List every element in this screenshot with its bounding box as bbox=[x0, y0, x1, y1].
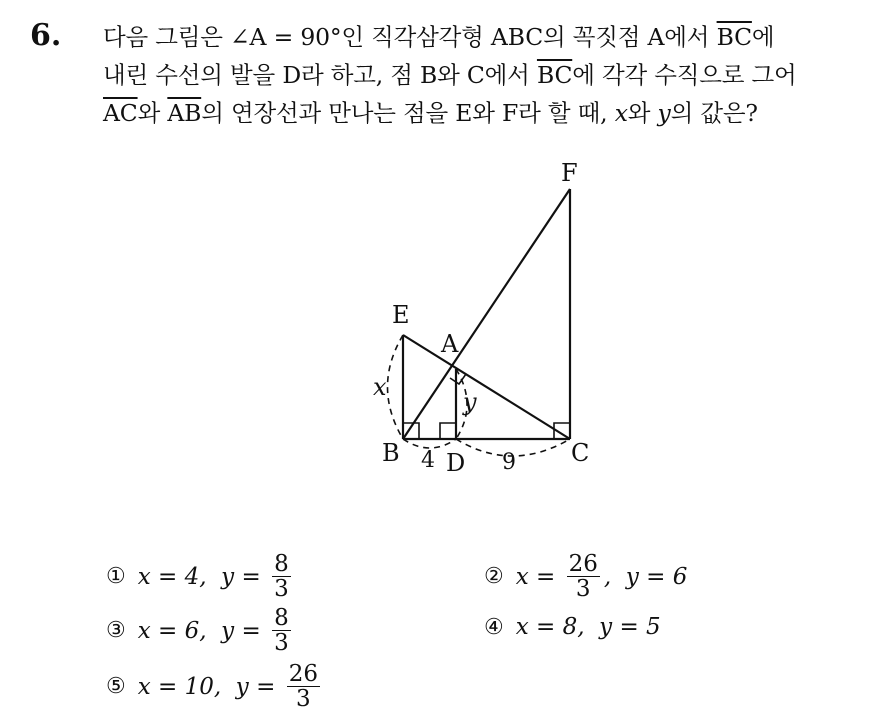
fraction-denominator: 3 bbox=[575, 576, 591, 603]
choice-number: ② bbox=[484, 564, 504, 590]
question-number: 6. bbox=[30, 18, 62, 53]
choice-3[interactable] bbox=[106, 606, 295, 655]
question-text-run: 와 bbox=[627, 99, 658, 127]
label-a: A bbox=[441, 330, 459, 358]
choice-number: ① bbox=[106, 564, 126, 590]
variable: y bbox=[657, 99, 671, 127]
choice-4[interactable] bbox=[484, 614, 661, 640]
choice-expression-tail: , y = 6 bbox=[603, 563, 688, 590]
segment-notation: $\overline{BC}$ bbox=[716, 23, 752, 51]
choice-5[interactable] bbox=[106, 662, 324, 711]
fraction bbox=[272, 552, 291, 601]
fraction bbox=[287, 662, 320, 711]
geometry-figure bbox=[360, 155, 640, 485]
arc-x bbox=[388, 335, 404, 439]
segment-notation: $\overline{BC}$ bbox=[536, 61, 573, 89]
question-text bbox=[103, 18, 873, 132]
choice-expression: x = bbox=[515, 563, 563, 590]
fraction-numerator: 26 bbox=[288, 661, 318, 687]
question-line bbox=[103, 56, 873, 94]
right-angle-d-left bbox=[440, 423, 456, 439]
fraction-numerator: 8 bbox=[274, 605, 289, 631]
fraction bbox=[272, 606, 291, 655]
fraction-denominator: 3 bbox=[296, 686, 311, 713]
choice-number: ⑤ bbox=[106, 674, 126, 700]
label-e: E bbox=[392, 301, 410, 329]
choice-number: ③ bbox=[106, 618, 126, 644]
label-x: x bbox=[373, 373, 387, 401]
question-text-run: 와 bbox=[137, 99, 168, 127]
fraction bbox=[567, 552, 600, 601]
label-f: F bbox=[561, 159, 578, 187]
label-length-4: 4 bbox=[421, 448, 435, 473]
label-length-9: 9 bbox=[502, 450, 516, 475]
arc-bd bbox=[403, 439, 456, 448]
question-text-run: 의 값은? bbox=[670, 99, 758, 127]
segment-ec bbox=[403, 335, 570, 439]
question-text-run: 에 각각 수직으로 그어 bbox=[572, 61, 797, 89]
right-angle-a bbox=[450, 374, 466, 384]
fraction-denominator: 3 bbox=[274, 630, 289, 657]
choice-expression: x = 6, y = bbox=[137, 617, 269, 644]
fraction-numerator: 8 bbox=[274, 551, 289, 577]
question-text-run: 다음 그림은 ∠A = 90°인 직각삼각형 ABC의 꼭짓점 A에서 bbox=[103, 23, 717, 51]
label-y: y bbox=[463, 388, 477, 416]
choice-expression: x = 8, y = 5 bbox=[515, 614, 661, 640]
fraction-numerator: 26 bbox=[568, 551, 598, 577]
choice-number: ④ bbox=[484, 614, 504, 640]
choice-2[interactable] bbox=[484, 552, 687, 601]
label-b: B bbox=[382, 439, 400, 467]
question-line bbox=[103, 94, 873, 132]
segment-notation: $\overline{AC}$ bbox=[103, 99, 138, 127]
question-text-run: 에 bbox=[751, 23, 775, 51]
fraction-denominator: 3 bbox=[274, 576, 289, 603]
segment-bf bbox=[403, 189, 570, 439]
variable: x bbox=[614, 99, 628, 127]
label-c: C bbox=[571, 439, 590, 467]
question-text-run: 내린 수선의 발을 D라 하고, 점 B와 C에서 bbox=[103, 61, 537, 89]
question-line bbox=[103, 18, 873, 56]
choice-expression: x = 10, y = bbox=[137, 673, 283, 700]
segment-notation: $\overline{AB}$ bbox=[167, 99, 202, 127]
label-d: D bbox=[446, 449, 466, 477]
question-text-run: 의 연장선과 만나는 점을 E와 F라 할 때, bbox=[201, 99, 615, 127]
choice-expression: x = 4, y = bbox=[137, 563, 269, 590]
choice-1[interactable] bbox=[106, 552, 295, 601]
